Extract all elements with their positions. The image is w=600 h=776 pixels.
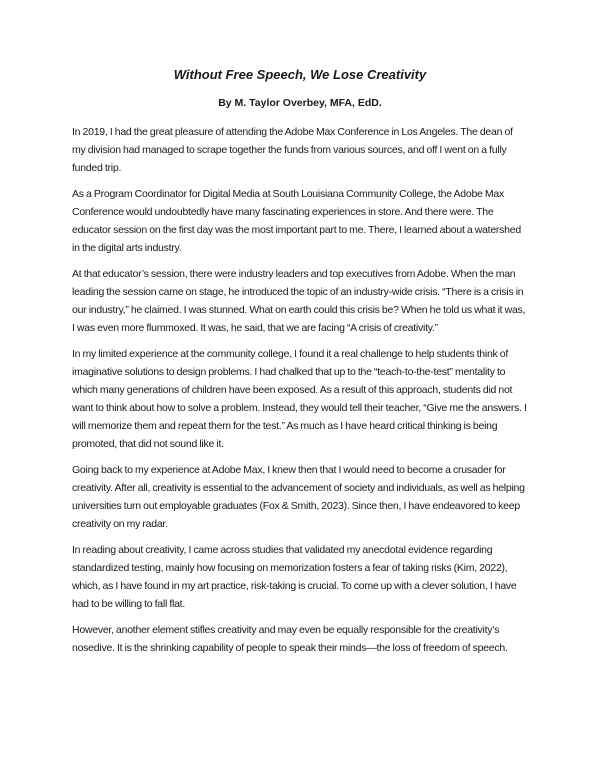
paragraph-3: At that educator’s session, there were industry leaders and top executives from Adobe. When the man leading the session came on stage, he introduced the topic of an industry-wide crisis. “There is a crisis in our industry,” he claimed. I was stunned. What on earth could this crisis be? When he told us what it was, I was even more flummoxed. It was, he said, that we are facing “A crisis of creativity.” (72, 268, 526, 334)
paragraph-7: However, another element stifles creativity and may even be equally responsible for the creativity’s nosedive. It is the shrinking capability of people to speak their minds—the loss of freedom of speech. (72, 624, 508, 654)
document-title: Without Free Speech, We Lose Creativity (173, 67, 427, 82)
paragraph-5: Going back to my experience at Adobe Max, I knew then that I would need to become a crusader for creativity. After all, creativity is essential to the advancement of society and individuals, as well as helping universities turn out employable graduates (Fox & Smith, 2023). Since then, I have endeavored to keep creativity on my radar. (72, 464, 525, 530)
paragraph-4: In my limited experience at the community college, I found it a real challenge to help students think of imaginative solutions to design problems. I had chalked that up to the “teach-to-the-test” mentality to which many generations of children have been exposed. As a result of this approach, students did not want to think about how to solve a problem. Instead, they would tell their teacher, “Give me the answers. I will memorize them and repeat them for the test.” As much as I have heard critical thinking is being promoted, that did not sound like it. (72, 348, 527, 450)
document-page (72, 66, 528, 665)
paragraph-6: In reading about creativity, I came across studies that validated my anecdotal evidence regarding standardized testing, mainly how focusing on memorization fosters a fear of taking risks (Kim, 2022), which, as I have found in my art practice, risk-taking is crucial. To come up with a clever solution, I have had to be willing to fall flat. (72, 544, 517, 610)
author-byline: By M. Taylor Overbey, MFA, EdD. (218, 97, 382, 109)
paragraph-1: In 2019, I had the great pleasure of attending the Adobe Max Conference in Los Angeles. The dean of my division had managed to scrape together the funds from various sources, and off I went on a fully funded trip. (72, 126, 513, 174)
paragraph-2: As a Program Coordinator for Digital Media at South Louisiana Community College, the Adobe Max Conference would undoubtedly have many fascinating experiences in store. And there were. The educator session on the first day was the most important part to me. There, I learned about a watershed in the digital arts industry. (72, 188, 521, 254)
